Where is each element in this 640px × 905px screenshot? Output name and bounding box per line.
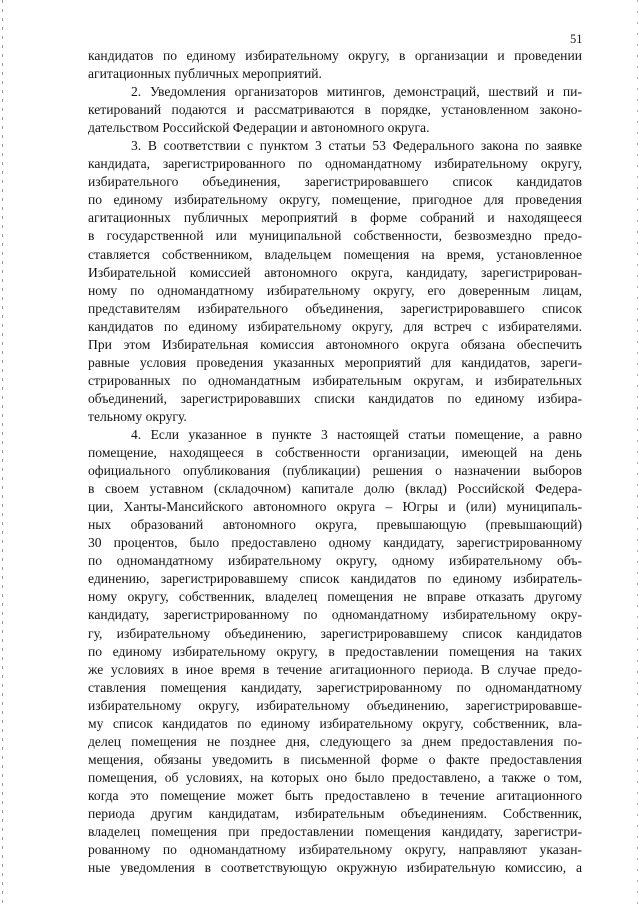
text-line: кандидата, зарегистрированного по одномандатному избирательному округу, [88, 156, 582, 172]
text-line: агитационных публичных мероприятий в форме собраний и находящееся [88, 210, 582, 226]
scan-edge-right [637, 0, 638, 905]
text-line: в государственной или муниципальной собственности, безвозмездно предо- [88, 228, 582, 244]
text-line: 2. Уведомления организаторов митингов, демонстраций, шествий и пи- [131, 84, 582, 100]
text-line: тельному округу. [88, 408, 187, 424]
text-line: владелец помещения при предоставлении помещения кандидату, зарегистри- [88, 824, 582, 840]
scan-edge-left [2, 0, 3, 905]
text-line: мещения, обязаны уведомить в письменной форме о факте предоставления [88, 751, 582, 767]
text-line: ному округу, собственник, владелец помещения не вправе отказать другому [88, 589, 582, 605]
text-line: избирательному округу, избирательному объединению, зарегистрировавше- [88, 697, 582, 713]
text-line: ных образований автономного округа, превышающую (превышающий) [88, 517, 582, 533]
text-line: ные уведомления в соответствующую окружную избирательную комиссию, а [88, 860, 582, 876]
text-line: кандидатов по единому избирательному округу, в организации и проведении [88, 48, 582, 63]
text-line: помещение, находящееся в собственности организации, имеющей на день [88, 445, 582, 461]
text-line: ставления помещения кандидату, зарегистрированному по одномандатному [88, 679, 582, 695]
text-line: 4. Если указанное в пункте 3 настоящей статьи помещение, а равно [131, 426, 582, 442]
text-line: по одномандатному избирательному округу, одному избирательному объ- [88, 553, 582, 569]
text-line: стрированных по одномандатным избирательным округам, и избирательных [88, 372, 582, 388]
text-line: же условиях в иное время в течение агитационного периода. В случае предо- [88, 661, 582, 677]
text-line: му список кандидатов по единому избирательному округу, собственник, вла- [88, 715, 582, 731]
text-line: кандидатов по единому избирательному округу, для встреч с избирателями. [88, 318, 582, 334]
text-line: ставляется собственником, владельцем помещения на время, установленное [88, 246, 582, 262]
text-line: 3. В соответствии с пунктом 3 статьи 53 Федерального закона по заявке [131, 138, 582, 154]
text-line: равные условия проведения указанных мероприятий для кандидатов, зареги- [88, 354, 582, 370]
text-line: При этом Избирательная комиссия автономного округа обязана обеспечить [88, 336, 582, 352]
document-body [88, 47, 582, 877]
text-line: когда это помещение может быть предоставлено в течение агитационного [88, 787, 582, 803]
text-line: представителям избирательного объединения, зарегистрировавшего список [88, 300, 582, 316]
text-line: по единому избирательному округу, в предоставлении помещения на таких [88, 643, 582, 659]
text-line: 30 процентов, было предоставлено одному кандидату, зарегистрированному [88, 535, 582, 551]
page-number: 51 [570, 32, 583, 46]
text-line: единению, зарегистрировавшему список кандидатов по единому избиратель- [88, 571, 582, 587]
text-line: дательством Российской Федерации и автономного округа. [88, 120, 430, 136]
text-line: ции, Ханты-Мансийского автономного округа – Югры и (или) муниципаль- [88, 499, 582, 515]
text-line: делец помещения не позднее дня, следующего за днем предоставления по- [88, 733, 582, 749]
text-line: по единому избирательному округу, помещение, пригодное для проведения [88, 192, 582, 208]
text-line: в своем уставном (складочном) капитале долю (вклад) Российской Федера- [88, 481, 582, 497]
text-line: помещения, об условиях, на которых оно было предоставлено, а также о том, [88, 769, 582, 785]
text-line: рованному по одномандатному избирательному округу, направляют указан- [88, 842, 582, 858]
text-line: гу, избирательному объединению, зарегистрировавшему список кандидатов [88, 625, 582, 641]
text-line: периода другим кандидатам, избирательным объединениям. Собственник, [88, 805, 582, 821]
text-line: объединений, зарегистрировавших списки кандидатов по единому избира- [88, 390, 582, 406]
text-line: агитационных публичных мероприятий. [88, 66, 322, 82]
text-line: официального опубликования (публикации) решения о назначении выборов [88, 463, 582, 479]
text-line: Избирательной комиссией автономного округа, кандидату, зарегистрирован- [88, 264, 582, 280]
text-line: ному по одномандатному избирательному округу, его доверенным лицам, [88, 282, 582, 298]
text-line: кетирований подаются и рассматриваются в порядке, установленном законо- [88, 102, 582, 118]
text-line: избирательного объединения, зарегистрировавшего список кандидатов [88, 174, 582, 190]
text-line: кандидату, зарегистрированному по одномандатному избирательному окру- [88, 607, 582, 623]
